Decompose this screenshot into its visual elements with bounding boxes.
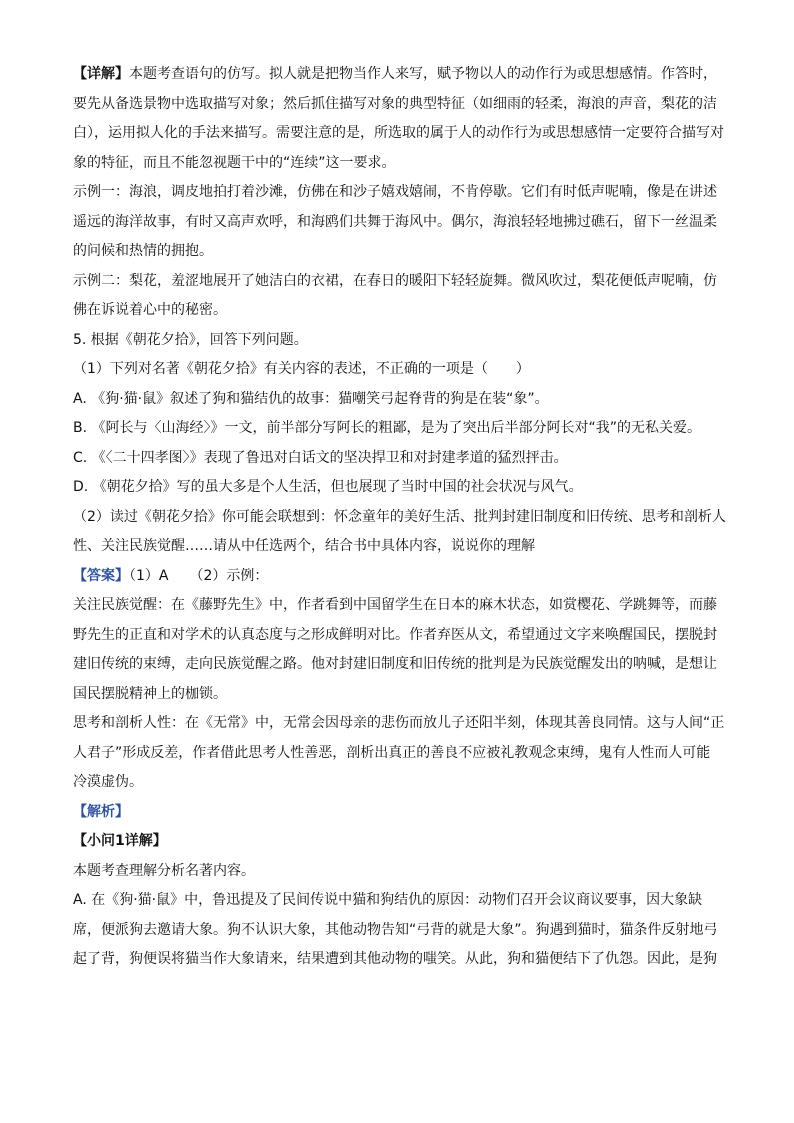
text-07: 的问候和热情的拥抱。 [73,243,213,259]
line-19 [73,591,723,621]
subquestion-1: （1）下列对名著《朝花夕拾》有关内容的表述，不正确的一项是（ ） [73,361,530,377]
text-22: 国民摆脱精神上的枷锁。 [73,685,227,702]
text-23: 思考和剖析人性：在《无常》中，无常会因母亲的悲伤而放儿子还阳半刻，体现其善良同情。这与人间“正 [73,715,725,731]
line-25 [73,768,723,798]
line-13 [73,414,723,444]
line-21 [73,650,723,680]
line-26 [73,798,723,828]
line-29 [73,886,723,916]
text-29: A. 在《狗·猫·鼠》中，鲁迅提及了民间传说中猫和狗结仇的原因：动物们召开会议商议要事，因大象缺 [73,892,703,908]
line-30 [73,916,723,946]
label-subq1-detail: 【小问1详解】 [73,833,167,849]
label-analysis: 【解析】 [73,803,129,820]
answer-text: （1）A （2）示例： [129,567,269,584]
text-02: 要先从备选景物中选取描写对象；然后抓住描写对象的典型特征（如细雨的轻柔，海浪的声音，梨花的洁 [73,95,717,112]
text-17: 性、关注民族觉醒……请从中任选两个，结合书中具体内容，说说你的理解 [73,538,535,554]
line-23 [73,709,723,739]
text-05: 示例一：海浪，调皮地拍打着沙滩，仿佛在和沙子嬉戏嬉闹，不肯停歇。它们有时低声呢喃，像是在讲述 [73,184,717,200]
text-20: 野先生的正直和对学术的认真态度与之形成鲜明对比。作者弃医从文，希望通过文字来唤醒国民，摆脱封 [73,626,717,643]
line-27 [73,827,723,857]
text-31: 起了背，狗便误将猫当作大象请来，结果遭到其他动物的嗤笑。从此，狗和猫便结下了仇怨。因此，是狗 [73,951,717,967]
line-11 [73,355,723,385]
text-28: 本题考查理解分析名著内容。 [73,862,255,879]
line-28 [73,857,723,887]
line-17 [73,532,723,562]
line-07 [73,237,723,267]
option-a: A. 《狗·猫·鼠》叙述了狗和猫结仇的故事：猫嘲笑弓起脊背的狗是在装“象”。 [73,390,549,407]
line-08 [73,267,723,297]
line-20 [73,621,723,651]
line-03 [73,119,723,149]
text-30: 席，便派狗去邀请大象。狗不认识大象，其他动物告知“弓背的就是大象”。狗遇到猫时，猫条件反射地弓 [73,921,718,938]
line-31 [73,945,723,975]
line-14 [73,444,723,474]
line-18 [73,562,723,592]
text-06: 遥远的海洋故事，有时又高声欢呼，和海鸥们共舞于海风中。偶尔，海浪轻轻地拂过礁石，留下一丝温柔 [73,213,717,230]
document-page [73,60,726,975]
option-d: D. 《朝花夕拾》写的虽大多是个人生活，但也展现了当时中国的社会状况与风气。 [73,479,583,495]
line-05 [73,178,723,208]
text-19: 关注民族觉醒：在《藤野先生》中，作者看到中国留学生在日本的麻木状态，如赏樱花、学跳舞等，而藤 [73,597,717,613]
text-08: 示例二：梨花，羞涩地展开了她洁白的衣裙，在春日的暖阳下轻轻旋舞。微风吹过，梨花便低声呢喃，仿 [73,272,717,289]
text-01: 本题考查语句的仿写。拟人就是把物当作人来写，赋予物以人的动作行为或思想感情。作答时， [129,66,717,82]
line-02 [73,90,723,120]
text-25: 冷漠虚伪。 [73,774,143,790]
line-15 [73,473,723,503]
line-06 [73,208,723,238]
line-10 [73,326,723,356]
line-22 [73,680,723,710]
text-03: 白），运用拟人化的手法来描写。需要注意的是，所选取的属于人的动作行为或思想感情一定要符合描写对 [73,125,724,141]
line-04 [73,149,723,179]
label-detail: 【详解】 [73,66,129,82]
option-c: C. 《〈二十四孝图〉》表现了鲁迅对白话文的坚决捍卫和对封建孝道的猛烈抨击。 [73,449,568,466]
text-09: 佛在诉说着心中的秘密。 [73,302,227,318]
line-16 [73,503,726,533]
label-answer: 【答案】 [73,567,129,584]
line-12 [73,385,723,415]
text-24: 人君子”形成反差，作者借此思考人性善恶，剖析出真正的善良不应被礼教观念束缚，鬼有人性而人可能 [73,744,711,761]
question-title: 5. 根据《朝花夕拾》，回答下列问题。 [73,331,308,348]
subquestion-2: （2）读过《朝花夕拾》你可能会联想到：怀念童年的美好生活、批判封建旧制度和旧传统、思考和剖析人 [73,508,726,525]
line-24 [73,739,723,769]
option-b: B. 《阿长与〈山海经〉》一文，前半部分写阿长的粗鄙，是为了突出后半部分阿长对“我”的无私关爱。 [73,420,702,436]
line-09 [73,296,723,326]
text-04: 象的特征，而且不能忽视题干中的“连续”这一要求。 [73,154,396,171]
line-01 [73,60,723,90]
text-21: 建旧传统的束缚，走向民族觉醒之路。他对封建旧制度和旧传统的批判是为民族觉醒发出的呐喊，是想让 [73,656,717,672]
